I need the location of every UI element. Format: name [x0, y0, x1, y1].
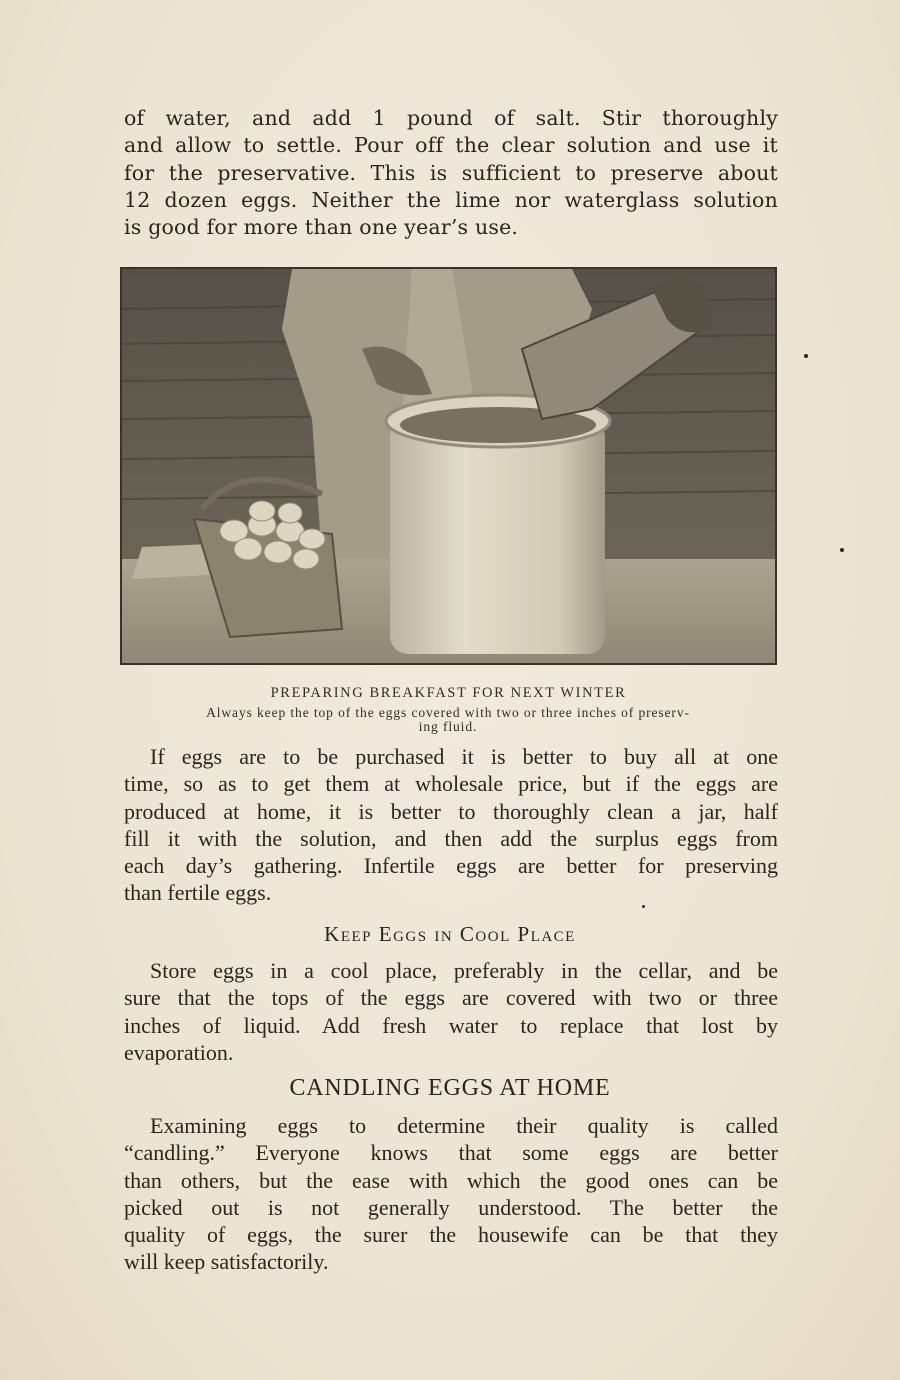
paragraph-waterglass-solution	[124, 105, 778, 241]
text-line: than others, but the ease with which the good ones can be	[124, 1167, 778, 1193]
text-line: “candling.” Everyone knows that some eggs are better	[124, 1140, 778, 1166]
paper-speck	[804, 354, 808, 358]
text-line: produced at home, it is better to thoroughly clean a jar, half	[124, 798, 778, 824]
text-line: Store eggs in a cool place, preferably in the cellar, and be	[150, 958, 778, 983]
paragraph-candling	[124, 1112, 778, 1276]
photo-caption-text	[138, 706, 758, 734]
text-line: quality of eggs, the surer the housewife can be that they	[124, 1222, 778, 1248]
caption-line: ing fluid.	[418, 719, 478, 734]
text-line: time, so as to get them at wholesale price, but if the eggs are	[124, 771, 778, 797]
text-line: fill it with the solution, and then add the surplus eggs from	[124, 825, 778, 851]
text-line: If eggs are to be purchased it is better to buy all at one	[150, 744, 778, 769]
text-line: Examining eggs to determine their quality is called	[150, 1113, 778, 1138]
text-line: 12 dozen eggs. Neither the lime nor waterglass solution	[124, 187, 778, 212]
text-line: than fertile eggs.	[124, 880, 272, 906]
text-line: picked out is not generally understood. The better the	[124, 1194, 778, 1220]
paper-speck	[642, 905, 645, 908]
text-line: and allow to settle. Pour off the clear solution and use it	[124, 133, 778, 158]
paragraph-purchasing-eggs	[124, 743, 778, 907]
text-line: is good for more than one year’s use.	[124, 215, 519, 240]
text-line: of water, and add 1 pound of salt. Stir thoroughly	[124, 106, 778, 130]
paragraph-store-eggs	[124, 957, 778, 1066]
section-heading-candling: CANDLING EGGS AT HOME	[289, 1075, 611, 1101]
paper-speck	[840, 548, 844, 552]
text-line: inches of liquid. Add fresh water to replace that lost by	[124, 1012, 778, 1038]
text-line: each day’s gathering. Infertile eggs are better for preserving	[124, 853, 778, 879]
text-line: for the preservative. This is sufficient to preserve about	[124, 160, 778, 185]
photo-illustration	[122, 269, 775, 663]
text-line: sure that the tops of the eggs are covered with two or three	[124, 985, 778, 1011]
text-line: will keep satisfactorily.	[124, 1249, 329, 1275]
section-heading-cool-place: Keep Eggs in Cool Place	[324, 922, 576, 946]
photo-caption-title: PREPARING BREAKFAST FOR NEXT WINTER	[270, 685, 627, 701]
caption-line: Always keep the top of the eggs covered with two or three inches of preserv-	[206, 705, 690, 720]
egg-crock-photo	[120, 267, 777, 665]
text-line: evaporation.	[124, 1039, 234, 1065]
